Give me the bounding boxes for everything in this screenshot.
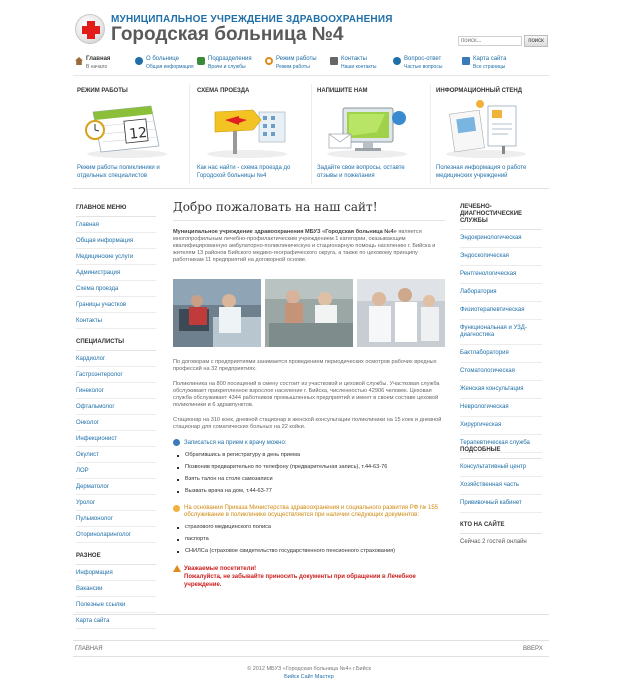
- contacts-icon: [330, 57, 338, 65]
- document-item: страхового медицинского полиса: [173, 524, 445, 531]
- service-item[interactable]: Хирургическая: [460, 417, 542, 435]
- service-item[interactable]: Бактлаборатория: [460, 345, 542, 363]
- menu-item[interactable]: Медицинские услуги: [76, 249, 156, 265]
- specialist-item[interactable]: ЛОР: [76, 463, 156, 479]
- photo-gallery: [173, 279, 445, 347]
- page-title: Добро пожаловать на наш сайт!: [173, 200, 445, 221]
- auxiliary-title: ПОДСОБНЫЕ: [460, 447, 542, 459]
- misc-item[interactable]: Полезные ссылки: [76, 597, 156, 613]
- feature-info-stand[interactable]: ИНФОРМАЦИОННЫЙ СТЕНД Полезная информация о работе медицинских учреждений: [432, 84, 544, 186]
- search-input[interactable]: [458, 36, 522, 46]
- appointment-title: Записаться на прием к врачу можно:: [173, 439, 445, 447]
- service-item[interactable]: Терапевтическая служба: [460, 435, 542, 453]
- info-stand-icon: [440, 98, 532, 160]
- sitemap-icon: [462, 57, 470, 65]
- online-block: [460, 522, 542, 545]
- footer-divider: [73, 656, 549, 657]
- content-end-divider: [73, 614, 549, 615]
- specialist-item[interactable]: Окулист: [76, 447, 156, 463]
- specialist-item[interactable]: Пульмонолог: [76, 511, 156, 527]
- calendar-icon: [81, 98, 173, 160]
- specialist-item[interactable]: Онколог: [76, 415, 156, 431]
- misc-menu: [76, 553, 156, 629]
- auxiliary-item[interactable]: Прививочный кабинет: [460, 495, 542, 513]
- services-menu: [460, 204, 542, 453]
- specialists-title: СПЕЦИАЛИСТЫ: [76, 339, 156, 351]
- menu-item[interactable]: Контакты: [76, 313, 156, 329]
- auxiliary-item[interactable]: Хозяйственная часть: [460, 477, 542, 495]
- lightbulb-icon: [173, 505, 180, 512]
- specialist-item[interactable]: Гинеколог: [76, 383, 156, 399]
- info-icon: [135, 57, 143, 65]
- document-item: паспорта: [173, 536, 445, 543]
- contracts-paragraph: По договорам с предприятиями занимается проведением периодических осмотров рабочих вредных профессий на 32 предприятиях.: [173, 359, 437, 372]
- specialists-menu: [76, 339, 156, 543]
- feature-divider: [311, 84, 312, 184]
- specialist-item[interactable]: Гастроэнтеролог: [76, 367, 156, 383]
- footer-top-link[interactable]: ВВЕРХ: [523, 646, 543, 652]
- specialist-item[interactable]: Кардиолог: [76, 351, 156, 367]
- main-menu-title: ГЛАВНОЕ МЕНЮ: [76, 205, 156, 217]
- menu-item[interactable]: Администрация: [76, 265, 156, 281]
- org-type-label: МУНИЦИПАЛЬНОЕ УЧРЕЖДЕНИЕ ЗДРАВООХРАНЕНИЯ: [111, 14, 393, 25]
- appointment-section: [173, 439, 445, 495]
- top-navigation: Главная В начало О больнице Общая информация Подразделения Врачи и службы Режим работы Режим работы Контакты Наши контакты Вопрос-ответ Частые вопросы Карта сайта Все страницы: [73, 54, 549, 76]
- appointment-item: Вызвать врача на дом, т.44-63-77: [173, 488, 445, 495]
- misc-item[interactable]: Информация: [76, 565, 156, 581]
- warning-icon: [173, 565, 181, 572]
- service-item[interactable]: Стоматологическая: [460, 363, 542, 381]
- specialist-item[interactable]: Дерматолог: [76, 479, 156, 495]
- misc-item[interactable]: Карта сайта: [76, 613, 156, 629]
- feature-divider: [189, 84, 190, 184]
- service-item[interactable]: Рентгенологическая: [460, 266, 542, 284]
- copyright: © 2012 МБУЗ «Городская больница №4» г.Бийск: [247, 666, 371, 672]
- misc-item[interactable]: Вакансии: [76, 581, 156, 597]
- feature-directions[interactable]: СХЕМА ПРОЕЗДА Как нас найти - схема проезда до Городской больницы №4: [193, 84, 305, 186]
- intro-paragraph: Муниципальное учреждение здравоохранения МБУЗ «Городская больница №4» является многопрофильным лечебно-профилактическим учреждением 1 категории, оказывающим квалифицированную амбулаторно-поликлиническую и стационарную помощь населению г. Бийска и жителям 13 районов Бийского медико-географического округа, а также по цеховому принципу работникам 11 предприятий на договорной основе.: [173, 229, 436, 263]
- photo-doctor-at-desk: [173, 279, 261, 347]
- service-item[interactable]: Женская консультация: [460, 381, 542, 399]
- appointment-item: Взять талон на столе самозаписи: [173, 476, 445, 483]
- service-item[interactable]: Неврологическая: [460, 399, 542, 417]
- clock-icon: [265, 57, 273, 65]
- monitor-icon: [321, 98, 413, 160]
- online-count: Сейчас 2 гостей онлайн: [460, 539, 527, 545]
- warning-box: [173, 565, 445, 589]
- misc-title: РАЗНОЕ: [76, 553, 156, 565]
- specialist-item[interactable]: Инфекционист: [76, 431, 156, 447]
- main-menu: [76, 205, 156, 329]
- auxiliary-item[interactable]: Консультативный центр: [460, 459, 542, 477]
- document-item: СНИЛСа (страховое свидетельство государственного пенсионного страхования): [173, 548, 445, 555]
- main-content: [173, 200, 445, 264]
- photo-doctors-team: [357, 279, 445, 347]
- services-title: ЛЕЧЕБНО-ДИАГНОСТИЧЕСКИЕ СЛУЖБЫ: [460, 204, 542, 230]
- directions-sign-icon: [201, 98, 293, 160]
- warning-text: Пожалуйста, не забывайте приносить документы при обращении в Лечебное учреждение.: [184, 574, 416, 589]
- section-divider: [73, 188, 549, 189]
- main-content-lower: [173, 359, 445, 589]
- search-button[interactable]: поиск: [524, 35, 548, 47]
- appointment-item: Обратившись в регистратуру в день приема: [173, 452, 445, 459]
- credits-link[interactable]: Бийск Сайт Мастер: [284, 674, 334, 680]
- feature-divider: [430, 84, 431, 184]
- footer-home-link[interactable]: ГЛАВНАЯ: [75, 646, 103, 652]
- documents-notice: [173, 505, 445, 519]
- departments-icon: [197, 57, 205, 65]
- service-item[interactable]: Лаборатория: [460, 284, 542, 302]
- hospital-paragraph: Стационар на 310 коек, дневной стационар в женской консультации поликлиники на 15 коек и дневной стационар для соматических больных на 22 койки.: [173, 417, 442, 430]
- warning-title: Уважаемые посетители!: [184, 566, 257, 573]
- auxiliary-menu: [460, 447, 542, 513]
- menu-item[interactable]: Схема проезда: [76, 281, 156, 297]
- photo-examination: [265, 279, 353, 347]
- service-item[interactable]: Эндокринологическая: [460, 230, 542, 248]
- home-icon: [75, 57, 83, 65]
- specialist-item[interactable]: Уролог: [76, 495, 156, 511]
- feature-schedule[interactable]: РЕЖИМ РАБОТЫ 12 Режим работы поликлиники и отдельных специалистов: [73, 84, 185, 186]
- order-text: На основании Приказа Министерства здравоохранения и социального развития РФ № 155 обслуживание в поликлинике осуществляется при наличии следующих документов:: [184, 505, 438, 519]
- appointment-item: Позвонив предварительно по телефону (предварительная запись), т.44-63-76: [173, 464, 445, 471]
- site-title[interactable]: Городская больница №4: [111, 24, 344, 45]
- footer-divider: [73, 640, 549, 641]
- feature-write-us[interactable]: НАПИШИТЕ НАМ Задайте свои вопросы, оставте отзывы и пожелания: [313, 84, 425, 186]
- specialist-item[interactable]: Оториноларинголог: [76, 527, 156, 543]
- menu-item[interactable]: Общая информация: [76, 233, 156, 249]
- menu-item[interactable]: Главная: [76, 217, 156, 233]
- question-icon: [393, 57, 401, 65]
- service-item[interactable]: Эндоскопическая: [460, 248, 542, 266]
- red-cross-logo-icon[interactable]: [75, 14, 105, 44]
- svg-text:12: 12: [128, 124, 148, 143]
- menu-item[interactable]: Границы участков: [76, 297, 156, 313]
- info-icon: [173, 439, 180, 446]
- specialist-item[interactable]: Офтальмолог: [76, 399, 156, 415]
- clinic-paragraph: Поликлиника на 800 посещений в смену состоит из участковой и цеховой службы. Участковая служба обслуживает прикрепленное взрослое население г. Бийска, численностью 42906 человек. Цеховая служба обслуживает 4344 работников промышленных предприятий и имеет в своем составе цеховой поликлиники и 6 здравпунктов.: [173, 381, 440, 408]
- service-item[interactable]: Функциональная и УЗД-диагностика: [460, 320, 542, 345]
- service-item[interactable]: Физиотерапевтическая: [460, 302, 542, 320]
- online-title: КТО НА САЙТЕ: [460, 522, 542, 534]
